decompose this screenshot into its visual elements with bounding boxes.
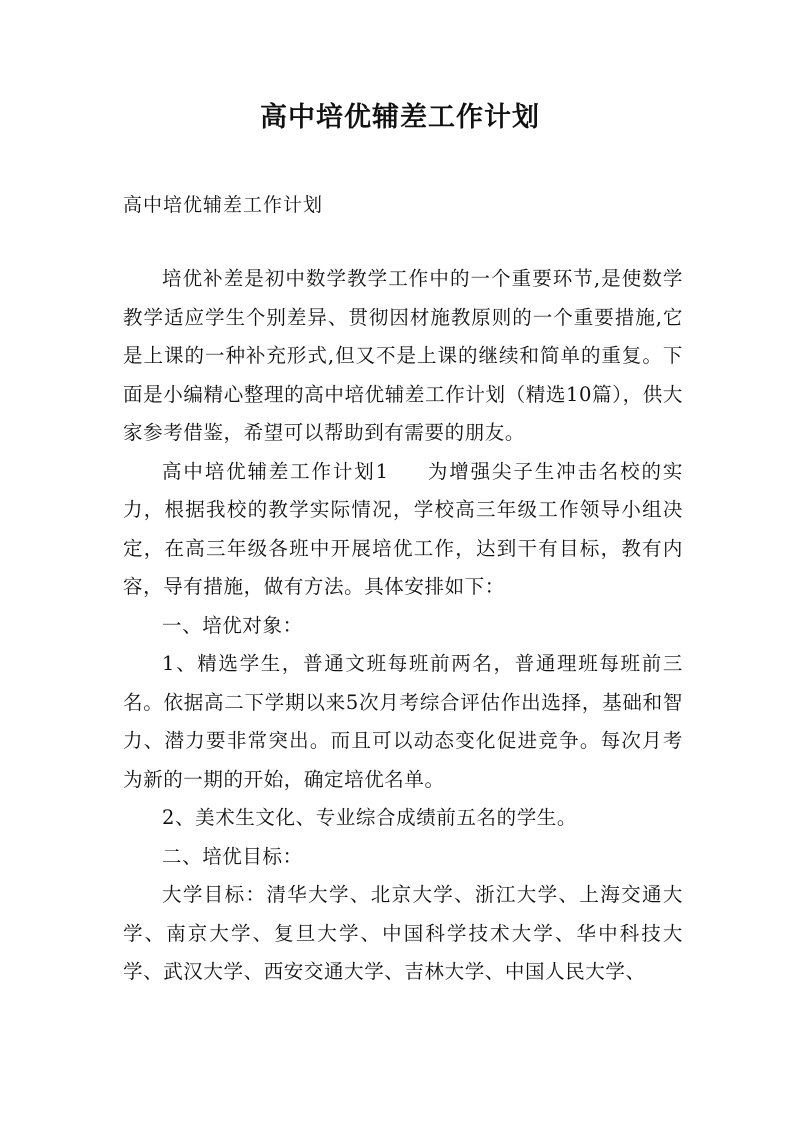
document-body xyxy=(123,260,683,992)
goals-paragraph: 大学目标：清华大学、北京大学、浙江大学、上海交通大学、南京大学、复旦大学、中国科学技术大学、华中科技大学、武汉大学、西安交通大学、吉林大学、中国人民大学、 xyxy=(123,883,683,983)
target-item-1: 1、精选学生，普通文班每班前两名，普通理班每班前三名。依据高二下学期以来5次月考综合评估作出选择，基础和智力、潜力要非常突出。而且可以动态变化促进竞争。每次月考为新的一期的开始，确定培优名单。 xyxy=(123,652,683,791)
target-item-2: 2、美术生文化、专业综合成绩前五名的学生。 xyxy=(162,806,578,829)
document-subtitle: 高中培优辅差工作计划 xyxy=(123,194,324,216)
plan1-heading: 高中培优辅差工作计划1 xyxy=(162,459,389,483)
plan1-paragraph xyxy=(123,453,683,607)
section-heading-targets: 一、培优对象： xyxy=(162,613,303,637)
intro-paragraph: 培优补差是初中数学教学工作中的一个重要环节,是使数学教学适应学生个别差异、贯彻因材施教原则的一个重要措施,它是上课的一种补充形式,但又不是上课的继续和简单的重复。下面是小编精心整理的高中培优辅差工作计划（精选10篇），供大家参考借鉴，希望可以帮助到有需要的朋友。 xyxy=(123,267,683,444)
document-title: 高中培优辅差工作计划 xyxy=(260,102,540,133)
section-heading-goals: 二、培优目标： xyxy=(162,844,303,868)
plan1-text: 为增强尖子生冲击名校的实力，根据我校的教学实际情况，学校高三年级工作领导小组决定，在高三年级各班中开展培优工作，达到干有目标，教有内容，导有措施，做有方法。具体安排如下： xyxy=(123,459,683,598)
